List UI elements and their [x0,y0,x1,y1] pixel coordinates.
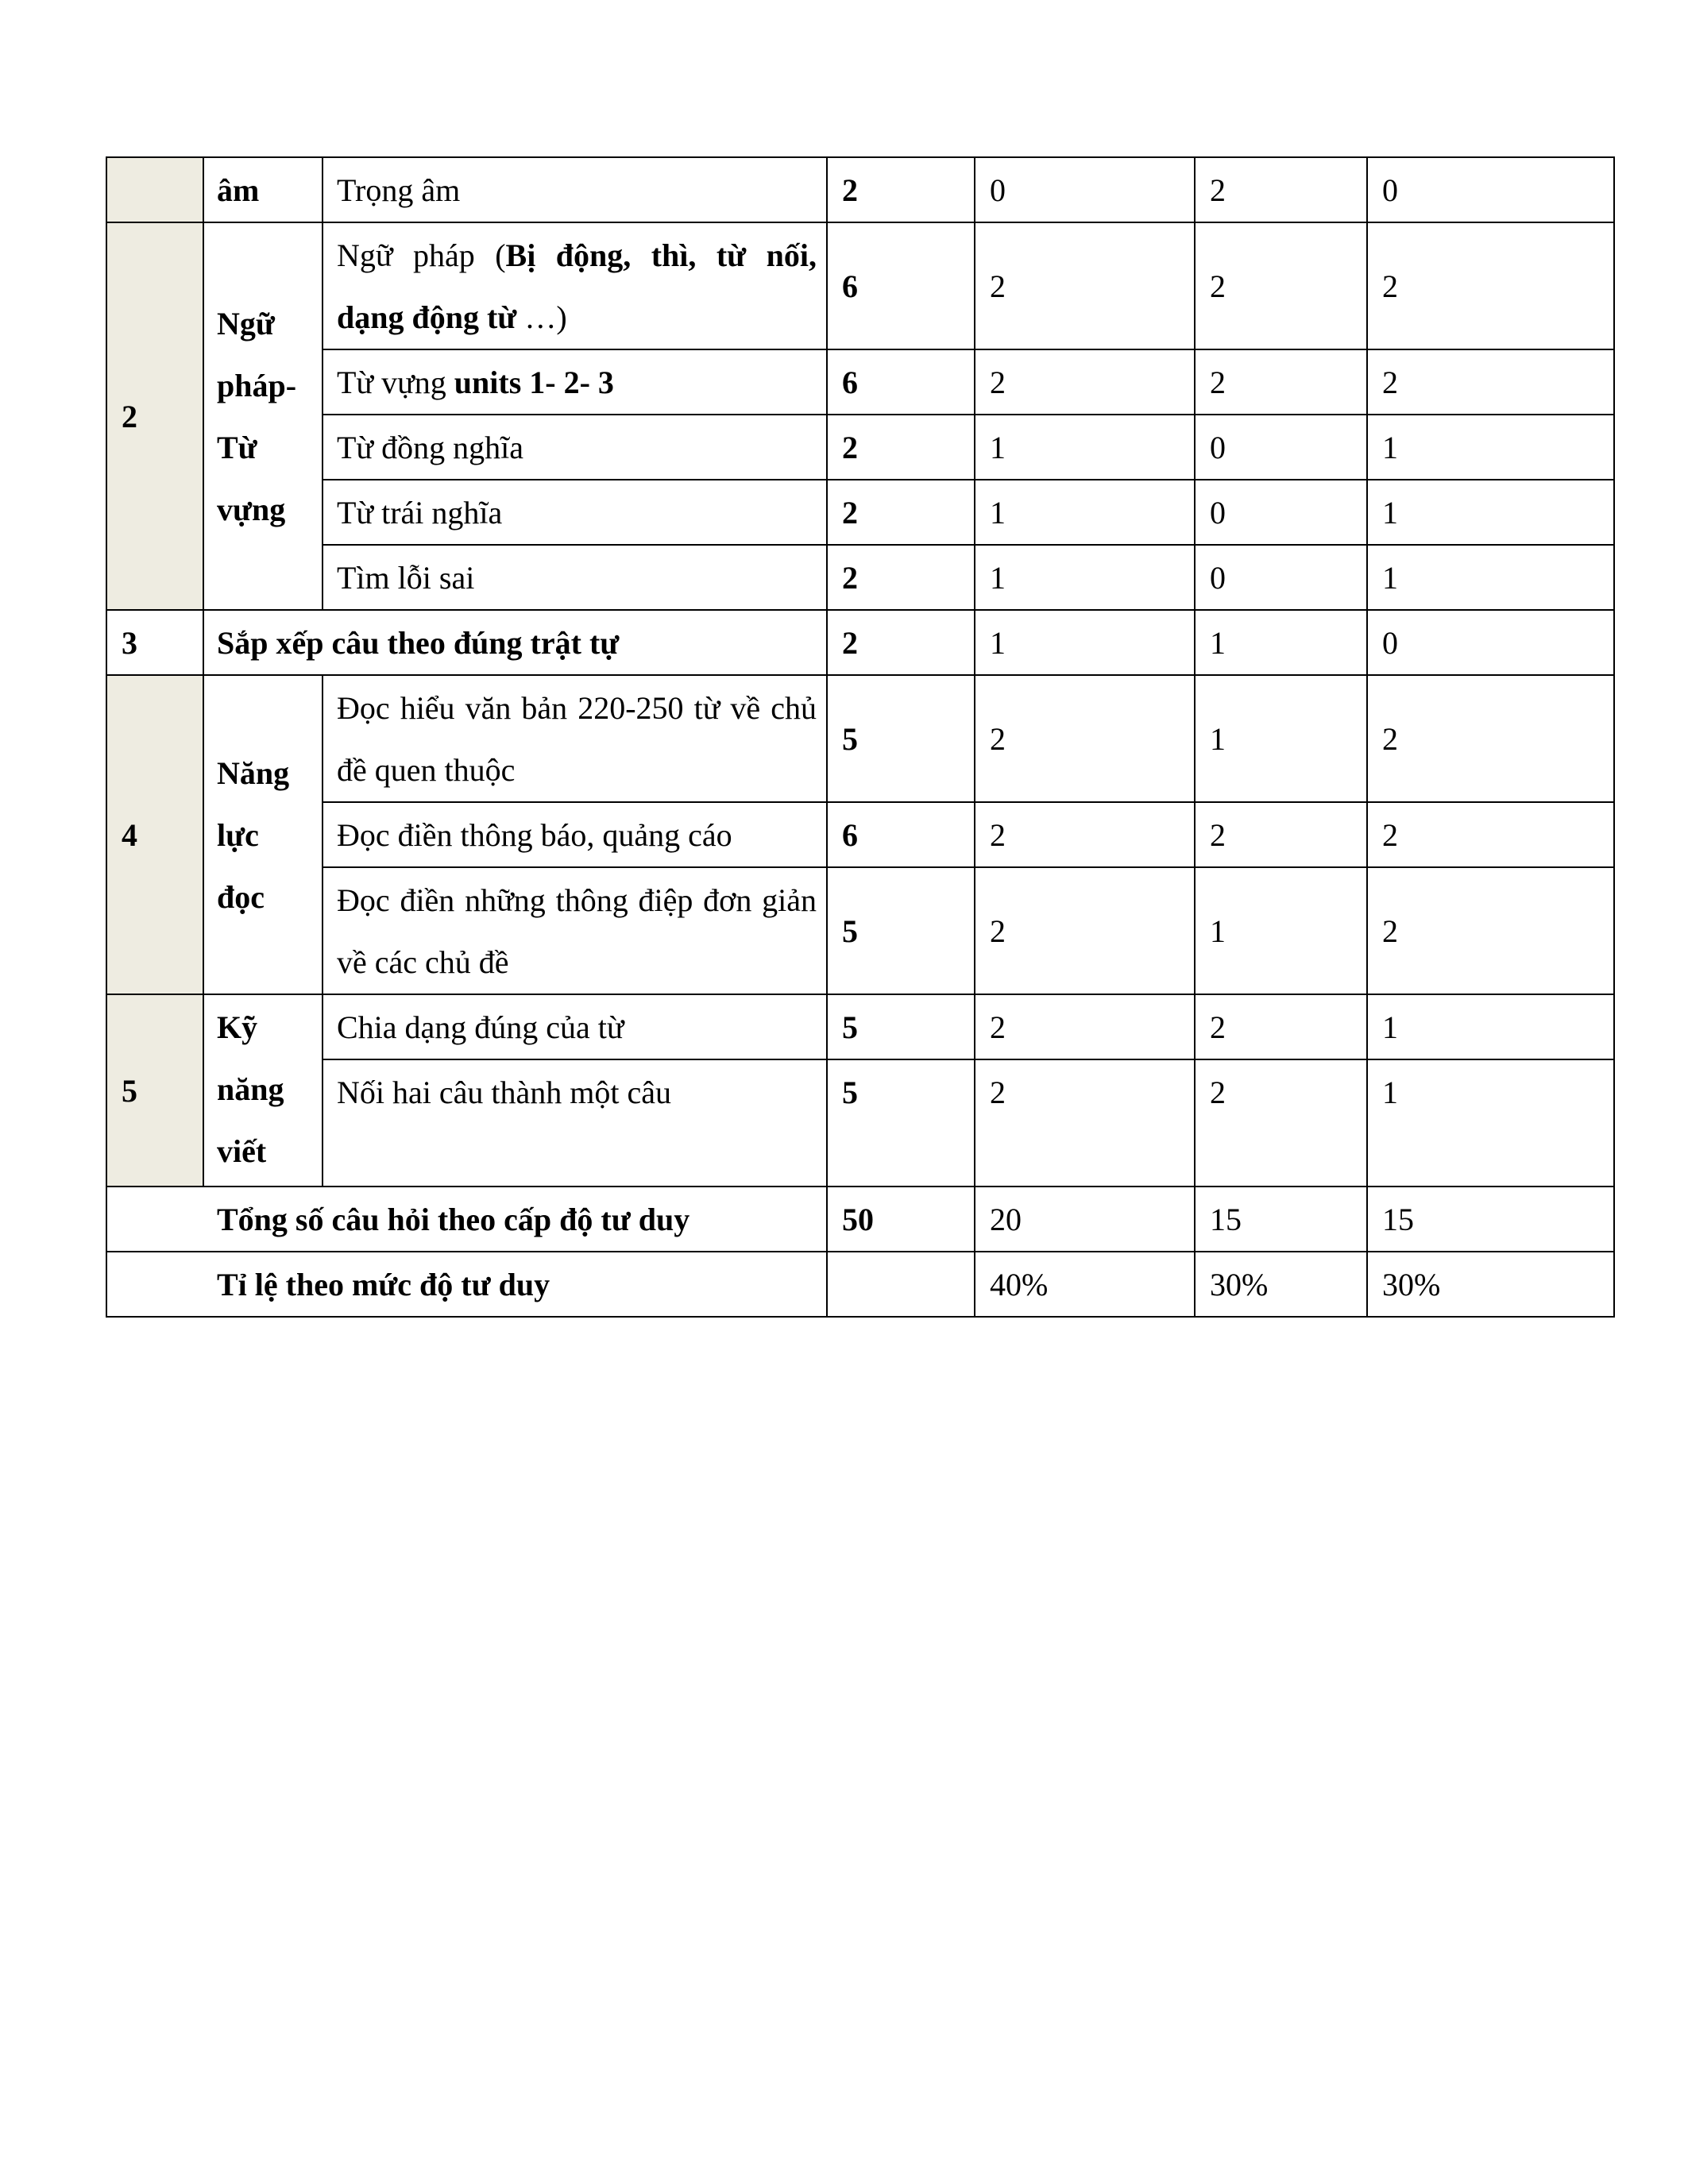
topic-cell [203,222,323,610]
level3-cell: 2 [1367,222,1614,349]
level2-cell: 2 [1195,157,1367,222]
level1-cell: 2 [975,1059,1195,1187]
table-row [106,1059,1614,1187]
level1-cell: 2 [975,867,1195,994]
table-row [106,480,1614,545]
summary-level3-cell: 15 [1367,1187,1614,1252]
section-number-cell [106,157,203,222]
total-questions-cell: 6 [827,802,975,867]
table-row [106,994,1614,1059]
summary-ratio-row [106,1252,1614,1317]
subtopic-cell: Trọng âm [323,157,827,222]
subtopic-text-end: …) [516,299,567,335]
subtopic-cell: Chia dạng đúng của từ [323,994,827,1059]
level3-cell: 0 [1367,157,1614,222]
total-questions-cell: 6 [827,349,975,415]
summary-ratio-level1-cell: 40% [975,1252,1195,1317]
subtopic-cell: Từ đồng nghĩa [323,415,827,480]
topic-label: Ngữ pháp- Từ vựng [217,306,297,527]
total-questions-cell: 5 [827,675,975,802]
level1-cell: 2 [975,675,1195,802]
subtopic-cell [323,349,827,415]
table-row [106,675,1614,802]
level3-cell: 2 [1367,802,1614,867]
level3-cell: 1 [1367,415,1614,480]
level3-cell: 2 [1367,867,1614,994]
summary-ratio-empty-cell [827,1252,975,1317]
total-questions-cell: 2 [827,415,975,480]
level3-cell: 1 [1367,1059,1614,1187]
level2-cell: 0 [1195,480,1367,545]
section-number-cell: 2 [106,222,203,610]
level1-cell: 0 [975,157,1195,222]
level2-cell: 2 [1195,802,1367,867]
level3-cell: 2 [1367,675,1614,802]
level1-cell: 2 [975,349,1195,415]
level2-cell: 1 [1195,610,1367,675]
summary-level2-cell: 15 [1195,1187,1367,1252]
section-number-cell: 4 [106,675,203,994]
summary-total-cell: 50 [827,1187,975,1252]
summary-total-row [106,1187,1614,1252]
subtopic-bold-text: Bị động, thì, từ nối, dạng động từ [337,237,817,335]
table-row [106,349,1614,415]
level3-cell: 2 [1367,349,1614,415]
total-questions-cell: 5 [827,867,975,994]
exam-matrix-table [106,156,1615,1318]
subtopic-text: Ngữ pháp ( [337,237,506,273]
level2-cell: 2 [1195,222,1367,349]
level1-cell: 2 [975,222,1195,349]
subtopic-text: Từ vựng [337,365,454,400]
summary-level1-cell: 20 [975,1187,1195,1252]
summary-total-label: Tổng số câu hỏi theo cấp độ tư duy [106,1187,827,1252]
level2-cell: 2 [1195,1059,1367,1187]
table-row [106,415,1614,480]
topic-cell [203,994,323,1187]
total-questions-cell: 5 [827,994,975,1059]
level1-cell: 1 [975,610,1195,675]
table-row [106,545,1614,610]
subtopic-cell: Tìm lỗi sai [323,545,827,610]
subtopic-cell [323,222,827,349]
level1-cell: 1 [975,415,1195,480]
level1-cell: 1 [975,545,1195,610]
level3-cell: 1 [1367,994,1614,1059]
level1-cell: 1 [975,480,1195,545]
topic-cell: âm [203,157,323,222]
total-questions-cell: 2 [827,157,975,222]
summary-ratio-level3-cell: 30% [1367,1252,1614,1317]
table-row [106,802,1614,867]
level2-cell: 2 [1195,994,1367,1059]
total-questions-cell: 2 [827,610,975,675]
total-questions-cell: 6 [827,222,975,349]
total-questions-cell: 5 [827,1059,975,1187]
subtopic-bold-text: units 1- 2- 3 [454,365,614,400]
total-questions-cell: 2 [827,545,975,610]
subtopic-cell: Đọc điền những thông điệp đơn giản về các chủ đề [323,867,827,994]
level2-cell: 0 [1195,415,1367,480]
level3-cell: 0 [1367,610,1614,675]
table-row [106,867,1614,994]
topic-label: Kỹ năng viết [217,1009,284,1169]
total-questions-cell: 2 [827,480,975,545]
subtopic-cell: Đọc điền thông báo, quảng cáo [323,802,827,867]
summary-ratio-level2-cell: 30% [1195,1252,1367,1317]
level3-cell: 1 [1367,480,1614,545]
table-row [106,222,1614,349]
level1-cell: 2 [975,994,1195,1059]
subtopic-cell: Nối hai câu thành một câu [323,1059,827,1187]
level2-cell: 2 [1195,349,1367,415]
level2-cell: 0 [1195,545,1367,610]
subtopic-cell: Đọc hiểu văn bản 220-250 từ về chủ đề quen thuộc [323,675,827,802]
section-number-cell: 3 [106,610,203,675]
summary-ratio-label: Tỉ lệ theo mức độ tư duy [106,1252,827,1317]
level3-cell: 1 [1367,545,1614,610]
level2-cell: 1 [1195,867,1367,994]
subtopic-cell: Từ trái nghĩa [323,480,827,545]
table-row [106,610,1614,675]
table-row [106,157,1614,222]
level1-cell: 2 [975,802,1195,867]
topic-cell: Sắp xếp câu theo đúng trật tự [203,610,827,675]
topic-label: Năng lực đọc [217,755,290,915]
section-number-cell: 5 [106,994,203,1187]
topic-cell [203,675,323,994]
level2-cell: 1 [1195,675,1367,802]
